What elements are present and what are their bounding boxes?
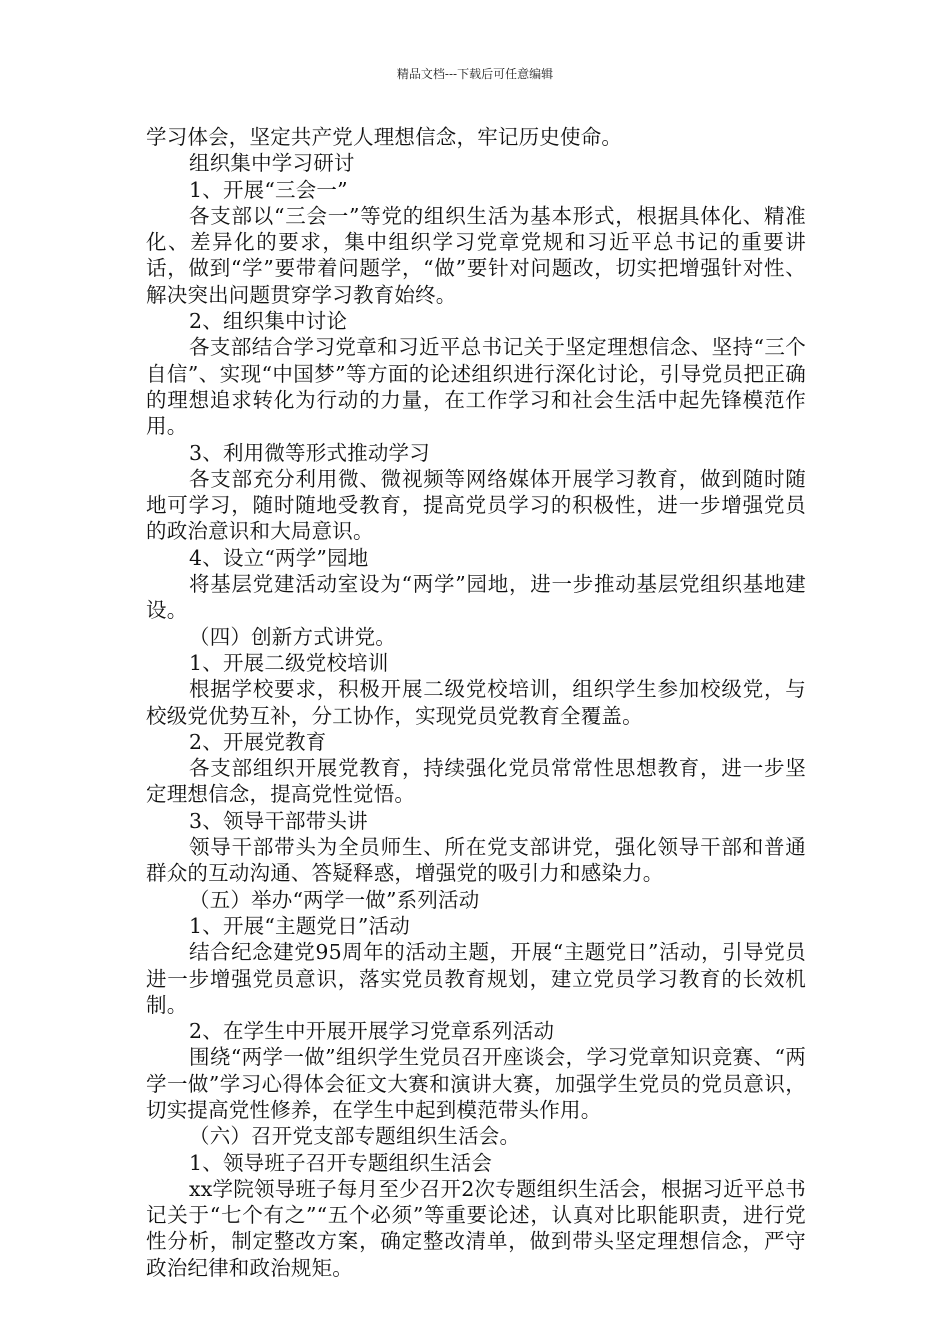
document-body [146, 124, 806, 1281]
paragraph: 围绕“两学一做”组织学生党员召开座谈会，学习党章知识竞赛、“两学一做”学习心得体会征文大赛和演讲大赛，加强学生党员的党员意识，切实提高党性修养，在学生中起到模范带头作用。 [146, 1045, 806, 1122]
paragraph: 1、开展“主题党日”活动 [189, 913, 410, 938]
paragraph: 结合纪念建党95周年的活动主题，开展“主题党日”活动，引导党员进一步增强党员意识，落实党员教育规划，建立党员学习教育的长效机制。 [146, 940, 806, 1017]
paragraph: 2、组织集中讨论 [189, 309, 348, 334]
paragraph: xx学院领导班子每月至少召开2次专题组织生活会，根据习近平总书记关于“七个有之”“五个必须”等重要论述，认真对比职能职责，进行党性分析，制定整改方案，确定整改清单，做到带头坚定理想信念，严守政治纪律和政治规矩。 [146, 1176, 806, 1280]
paragraph: 各支部充分利用微、微视频等网络媒体开展学习教育，做到随时随地可学习，随时随地受教育，提高党员学习的积极性，进一步增强党员的政治意识和大局意识。 [146, 466, 806, 544]
paragraph: （五）举办“两学一做”系列活动 [189, 887, 480, 912]
paragraph: 3、领导干部带头讲 [189, 808, 368, 833]
paragraph: 各支部以“三会一”等党的组织生活为基本形式，根据具体化、精准化、差异化的要求，集中组织学习党章党规和习近平总书记的重要讲话，做到“学”要带着问题学，“做”要针对问题改，切实把增强针对性、解决突出问题贯穿学习教育始终。 [146, 203, 806, 307]
paragraph: 根据学校要求，积极开展二级党校培训，组织学生参加校级党，与校级党优势互补，分工协作，实现党员党教育全覆盖。 [146, 677, 806, 728]
page-header: 精品文档---下载后可任意编辑 [396, 67, 554, 81]
paragraph: 3、利用微等形式推动学习 [189, 440, 430, 465]
paragraph: 学习体会，坚定共产党人理想信念，牢记历史使命。 [146, 125, 623, 149]
paragraph: 1、开展“三会一” [189, 177, 348, 202]
paragraph: 各支部结合学习党章和习近平总书记关于坚定理想信念、坚持“三个自信”、实现“中国梦”等方面的论述组织进行深化讨论，引导党员把正确的理想追求转化为行动的力量，在工作学习和社会生活中起先锋模范作用。 [146, 335, 806, 439]
paragraph: 领导干部带头为全员师生、所在党支部讲党，强化领导干部和普通群众的互动沟通、答疑释惑，增强党的吸引力和感染力。 [146, 835, 806, 886]
paragraph: 组织集中学习研讨 [189, 151, 355, 176]
paragraph: 2、开展党教育 [189, 729, 327, 754]
paragraph: 2、在学生中开展开展学习党章系列活动 [189, 1019, 555, 1044]
paragraph: 4、设立“两学”园地 [189, 545, 369, 570]
paragraph: （四）创新方式讲党。 [189, 624, 396, 649]
paragraph: 将基层党建活动室设为“两学”园地，进一步推动基层党组织基地建设。 [146, 572, 806, 623]
paragraph: 1、开展二级党校培训 [189, 650, 389, 675]
paragraph: 各支部组织开展党教育，持续强化党员常常性思想教育，进一步坚定理想信念，提高党性觉悟。 [146, 756, 806, 807]
paragraph: 1、领导班子召开专题组织生活会 [189, 1150, 493, 1175]
paragraph: （六）召开党支部专题组织生活会。 [189, 1124, 521, 1149]
